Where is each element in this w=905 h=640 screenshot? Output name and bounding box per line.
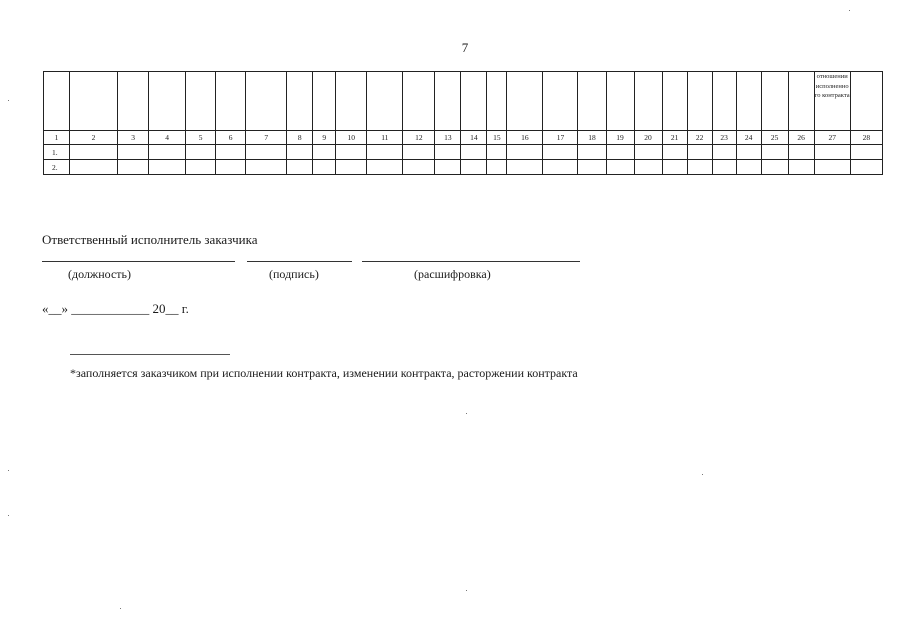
header-cell [461, 72, 487, 131]
table-cell [736, 160, 761, 175]
table-row [44, 145, 883, 160]
header-cell [186, 72, 216, 131]
table-cell [149, 145, 186, 160]
table-cell [70, 160, 118, 175]
header-cell [606, 72, 634, 131]
column-number: 28 [850, 131, 882, 145]
header-cell [403, 72, 435, 131]
scan-speck [8, 100, 9, 101]
scan-speck [466, 413, 467, 414]
column-number: 19 [606, 131, 634, 145]
table-cell [662, 160, 687, 175]
table-cell [313, 145, 336, 160]
table-cell [149, 160, 186, 175]
table-header-row [44, 72, 883, 131]
table-cell [403, 160, 435, 175]
table-cell [578, 160, 606, 175]
header-cell [487, 72, 507, 131]
contract-table [43, 71, 883, 175]
column-number: 1 [44, 131, 70, 145]
scan-speck [702, 474, 703, 475]
header-cell [367, 72, 403, 131]
header-cell [435, 72, 461, 131]
table-cell [814, 145, 850, 160]
signature-line [247, 261, 352, 262]
header-cell [736, 72, 761, 131]
table-cell [761, 145, 788, 160]
table-cell [712, 145, 736, 160]
column-number: 10 [336, 131, 367, 145]
scan-speck [466, 590, 467, 591]
header-cell [313, 72, 336, 131]
header-cell [336, 72, 367, 131]
table-cell [287, 160, 313, 175]
header-cell [578, 72, 606, 131]
table-cell [216, 145, 246, 160]
column-number: 22 [687, 131, 712, 145]
table-cell [687, 160, 712, 175]
table-cell [662, 145, 687, 160]
table-cell [543, 145, 578, 160]
table-cell [118, 160, 149, 175]
column-number: 26 [788, 131, 814, 145]
table-cell [850, 145, 882, 160]
header-cell [687, 72, 712, 131]
column-number: 27 [814, 131, 850, 145]
table-cell [336, 160, 367, 175]
column-number: 2 [70, 131, 118, 145]
table-cell [246, 145, 287, 160]
table-cell [850, 160, 882, 175]
column-number: 6 [216, 131, 246, 145]
header-cell [634, 72, 662, 131]
table-cell [736, 145, 761, 160]
table-cell [336, 145, 367, 160]
header-cell [662, 72, 687, 131]
table-cell [788, 145, 814, 160]
table-cell [70, 145, 118, 160]
table-cell [367, 145, 403, 160]
header-cell [118, 72, 149, 131]
header-cell [543, 72, 578, 131]
header-cell [712, 72, 736, 131]
table-cell [712, 160, 736, 175]
table-cell [186, 160, 216, 175]
header-cell [788, 72, 814, 131]
table-cell [403, 145, 435, 160]
column-number: 23 [712, 131, 736, 145]
column-number: 3 [118, 131, 149, 145]
column-number: 15 [487, 131, 507, 145]
row-number: 2. [44, 160, 70, 175]
row-number: 1. [44, 145, 70, 160]
footnote-separator [70, 354, 230, 355]
column-number: 25 [761, 131, 788, 145]
column-number-row [44, 131, 883, 145]
table-cell [634, 145, 662, 160]
scan-speck [8, 470, 9, 471]
table-cell [313, 160, 336, 175]
column-number: 12 [403, 131, 435, 145]
table-cell [543, 160, 578, 175]
table-cell [606, 145, 634, 160]
position-line [42, 261, 235, 262]
signature-caption: (подпись) [269, 267, 319, 281]
column-number: 21 [662, 131, 687, 145]
column-number: 16 [507, 131, 543, 145]
scan-speck [849, 10, 850, 11]
page-number: 7 [461, 40, 469, 55]
column-number: 8 [287, 131, 313, 145]
table-cell [461, 160, 487, 175]
table-cell [435, 145, 461, 160]
table-cell [186, 145, 216, 160]
column-number: 11 [367, 131, 403, 145]
column-number: 24 [736, 131, 761, 145]
header-cell [44, 72, 70, 131]
scan-speck [120, 608, 121, 609]
column-number: 20 [634, 131, 662, 145]
table-cell [435, 160, 461, 175]
column-number: 9 [313, 131, 336, 145]
table-cell [788, 160, 814, 175]
scan-speck [8, 515, 9, 516]
column-number: 14 [461, 131, 487, 145]
table-cell [246, 160, 287, 175]
header-cell [70, 72, 118, 131]
column-number: 18 [578, 131, 606, 145]
column-number: 4 [149, 131, 186, 145]
table-cell [687, 145, 712, 160]
header-cell [507, 72, 543, 131]
header-cell [246, 72, 287, 131]
table-cell [814, 160, 850, 175]
footnote-text: *заполняется заказчиком при исполнении контракта, изменении контракта, расторжении контракта [70, 366, 578, 380]
column-number: 7 [246, 131, 287, 145]
responsible-officer-title: Ответственный исполнитель заказчика [42, 232, 258, 247]
header-cell [287, 72, 313, 131]
position-caption: (должность) [68, 267, 131, 281]
table-cell [634, 160, 662, 175]
table-cell [461, 145, 487, 160]
table-cell [487, 160, 507, 175]
column-number: 13 [435, 131, 461, 145]
table-cell [606, 160, 634, 175]
table-cell [367, 160, 403, 175]
date-line: «__» ____________ 20__ г. [42, 301, 189, 316]
table-cell [578, 145, 606, 160]
table-cell [761, 160, 788, 175]
decoding-caption: (расшифровка) [414, 267, 491, 281]
header-cell [216, 72, 246, 131]
table-cell [507, 145, 543, 160]
column-number: 5 [186, 131, 216, 145]
table-cell [487, 145, 507, 160]
column-number: 17 [543, 131, 578, 145]
table-cell [118, 145, 149, 160]
header-cell [850, 72, 882, 131]
header-cell [149, 72, 186, 131]
table-row [44, 160, 883, 175]
decoding-line [362, 261, 580, 262]
header-cell [761, 72, 788, 131]
table-cell [507, 160, 543, 175]
table-cell [216, 160, 246, 175]
table-cell [287, 145, 313, 160]
header-cell-contract: отношении исполненного контракта [814, 72, 850, 131]
